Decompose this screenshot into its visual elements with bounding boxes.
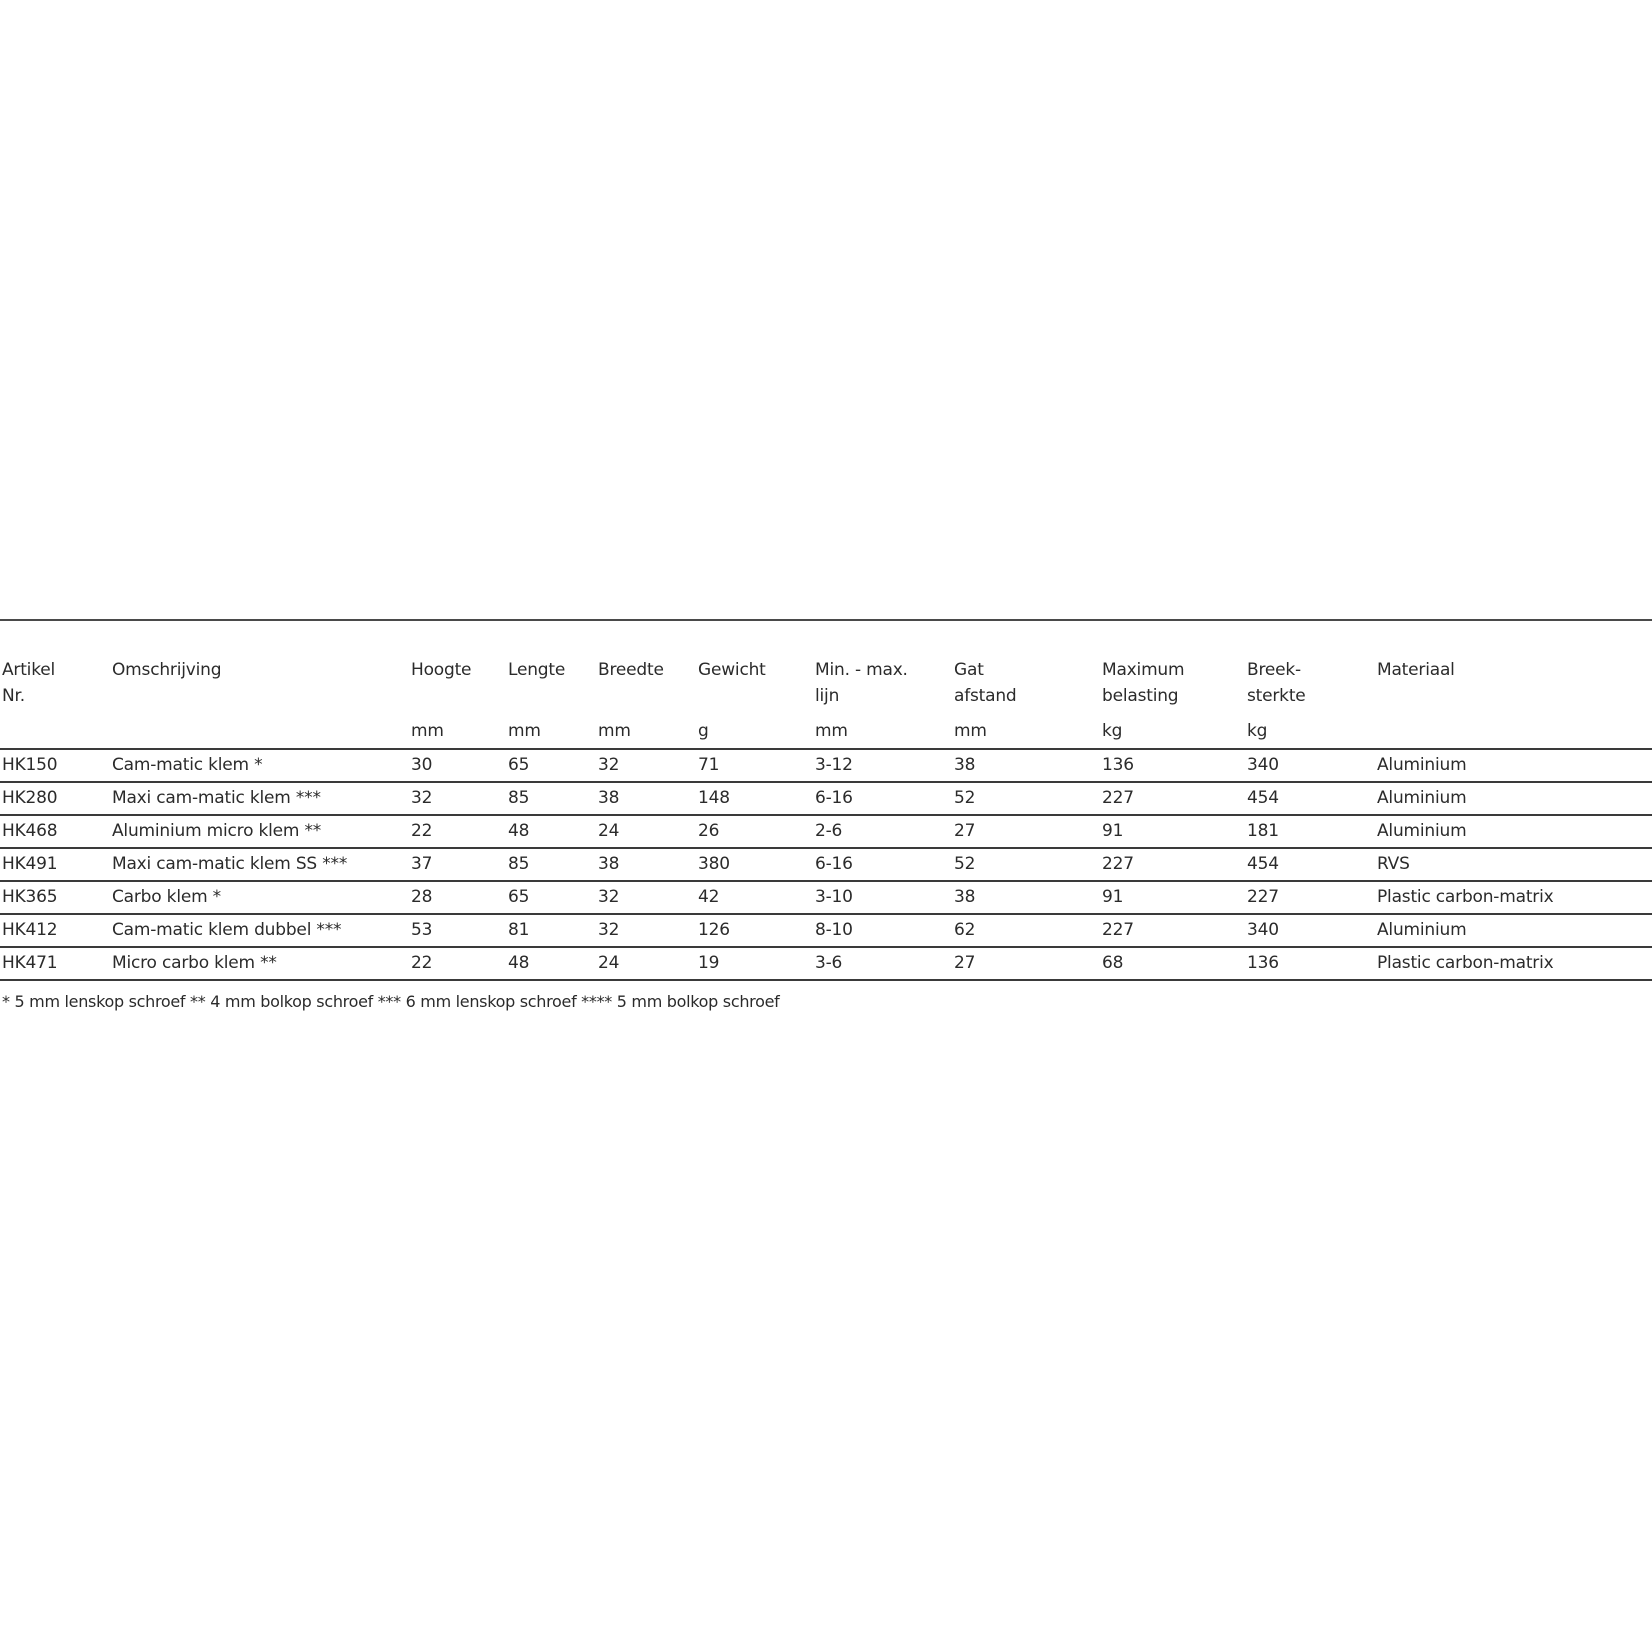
table-cell-lijn: 3-6: [813, 947, 952, 980]
table-cell-materiaal: Aluminium: [1375, 782, 1652, 815]
table-cell-lijn: 3-12: [813, 749, 952, 782]
table-cell-omschrijving: Cam-matic klem dubbel ***: [110, 914, 409, 947]
unit-cell: mm: [954, 721, 987, 741]
table-cell-lijn: 6-16: [813, 782, 952, 815]
column-header-artikel: [0, 621, 110, 709]
table-cell-gewicht: 126: [696, 914, 813, 947]
table-cell-gewicht: 26: [696, 815, 813, 848]
unit-cell: g: [698, 721, 709, 741]
table-cell-breedte: 32: [596, 881, 696, 914]
table-body: [0, 749, 1652, 980]
table-cell-lengte: 85: [506, 848, 596, 881]
spec-table-container: [0, 619, 1652, 981]
column-header-line1: Breedte: [598, 660, 664, 680]
unit-cell: [0, 709, 110, 749]
table-cell-hoogte: 22: [409, 815, 506, 848]
table-cell-belasting: 91: [1100, 815, 1245, 848]
column-header-lengte: [506, 621, 596, 709]
table-cell-hoogte: 32: [409, 782, 506, 815]
table-cell-gatafstand: 62: [952, 914, 1100, 947]
table-cell-breedte: 24: [596, 947, 696, 980]
column-header-line2: lijn: [815, 686, 840, 706]
column-header-line1: Gat: [954, 660, 984, 680]
table-cell-breeksterkte: 454: [1245, 782, 1375, 815]
table-cell-hoogte: 28: [409, 881, 506, 914]
table-cell-gatafstand: 52: [952, 782, 1100, 815]
unit-cell: mm: [815, 721, 848, 741]
table-cell-lengte: 81: [506, 914, 596, 947]
unit-cell: [1375, 709, 1652, 749]
column-header-breeksterkte: [1245, 621, 1375, 709]
table-cell-lengte: 85: [506, 782, 596, 815]
table-cell-omschrijving: Maxi cam-matic klem SS ***: [110, 848, 409, 881]
table-cell-artikel: HK491: [0, 848, 110, 881]
table-cell-belasting: 227: [1100, 848, 1245, 881]
table-cell-gatafstand: 52: [952, 848, 1100, 881]
table-cell-artikel: HK365: [0, 881, 110, 914]
table-cell-gatafstand: 27: [952, 947, 1100, 980]
table-cell-gatafstand: 38: [952, 881, 1100, 914]
table-cell-artikel: HK280: [0, 782, 110, 815]
table-cell-lengte: 65: [506, 881, 596, 914]
table-cell-belasting: 227: [1100, 914, 1245, 947]
spec-table: [0, 621, 1652, 981]
column-header-gewicht: [696, 621, 813, 709]
table-cell-lengte: 48: [506, 947, 596, 980]
table-cell-breeksterkte: 136: [1245, 947, 1375, 980]
table-cell-materiaal: RVS: [1375, 848, 1652, 881]
footnote: * 5 mm lenskop schroef ** 4 mm bolkop schroef *** 6 mm lenskop schroef **** 5 mm bolkop schroef: [2, 992, 780, 1011]
table-cell-gatafstand: 27: [952, 815, 1100, 848]
unit-cell: kg: [1247, 721, 1268, 741]
table-cell-belasting: 91: [1100, 881, 1245, 914]
table-cell-omschrijving: Carbo klem *: [110, 881, 409, 914]
column-header-breedte: [596, 621, 696, 709]
table-cell-lengte: 48: [506, 815, 596, 848]
table-cell-hoogte: 53: [409, 914, 506, 947]
column-header-line1: Min. - max.: [815, 660, 908, 680]
table-cell-lijn: 8-10: [813, 914, 952, 947]
column-header-line1: Omschrijving: [112, 660, 222, 680]
column-header-hoogte: [409, 621, 506, 709]
column-header-belasting: [1100, 621, 1245, 709]
column-header-line1: Artikel: [2, 660, 56, 680]
table-cell-breeksterkte: 340: [1245, 749, 1375, 782]
column-header-line1: Breek-: [1247, 660, 1301, 680]
table-cell-breedte: 24: [596, 815, 696, 848]
table-cell-materiaal: Aluminium: [1375, 914, 1652, 947]
table-cell-artikel: HK471: [0, 947, 110, 980]
table-cell-hoogte: 30: [409, 749, 506, 782]
column-header-line2: belasting: [1102, 686, 1179, 706]
table-cell-materiaal: Aluminium: [1375, 749, 1652, 782]
table-cell-lengte: 65: [506, 749, 596, 782]
table-row: [0, 881, 1652, 914]
table-cell-artikel: HK412: [0, 914, 110, 947]
table-cell-lijn: 3-10: [813, 881, 952, 914]
table-cell-materiaal: Aluminium: [1375, 815, 1652, 848]
table-cell-gatafstand: 38: [952, 749, 1100, 782]
table-cell-belasting: 227: [1100, 782, 1245, 815]
table-row: [0, 848, 1652, 881]
table-cell-materiaal: Plastic carbon-matrix: [1375, 881, 1652, 914]
table-cell-belasting: 68: [1100, 947, 1245, 980]
unit-cell: kg: [1102, 721, 1123, 741]
table-cell-lijn: 6-16: [813, 848, 952, 881]
column-header-line1: Lengte: [508, 660, 566, 680]
table-cell-omschrijving: Cam-matic klem *: [110, 749, 409, 782]
table-cell-breedte: 32: [596, 914, 696, 947]
table-cell-omschrijving: Maxi cam-matic klem ***: [110, 782, 409, 815]
unit-cell: mm: [598, 721, 631, 741]
table-cell-gewicht: 71: [696, 749, 813, 782]
unit-cell: [110, 709, 409, 749]
table-cell-artikel: HK150: [0, 749, 110, 782]
column-header-line1: Gewicht: [698, 660, 766, 680]
column-header-line2: Nr.: [2, 686, 25, 706]
table-cell-breeksterkte: 454: [1245, 848, 1375, 881]
table-cell-omschrijving: Micro carbo klem **: [110, 947, 409, 980]
column-header-line1: Maximum: [1102, 660, 1185, 680]
table-cell-gewicht: 148: [696, 782, 813, 815]
column-header-line1: Materiaal: [1377, 660, 1455, 680]
column-header-line1: Hoogte: [411, 660, 472, 680]
unit-cell: mm: [411, 721, 444, 741]
column-header-line2: afstand: [954, 686, 1017, 706]
header-row: [0, 621, 1652, 709]
table-cell-hoogte: 37: [409, 848, 506, 881]
table-row: [0, 947, 1652, 980]
table-row: [0, 749, 1652, 782]
column-header-line2: sterkte: [1247, 686, 1306, 706]
table-cell-breeksterkte: 227: [1245, 881, 1375, 914]
unit-row: [0, 709, 1652, 749]
table-cell-breedte: 38: [596, 848, 696, 881]
table-cell-breeksterkte: 340: [1245, 914, 1375, 947]
table-cell-breeksterkte: 181: [1245, 815, 1375, 848]
table-row: [0, 815, 1652, 848]
table-cell-artikel: HK468: [0, 815, 110, 848]
table-cell-breedte: 38: [596, 782, 696, 815]
table-cell-gewicht: 19: [696, 947, 813, 980]
table-row: [0, 782, 1652, 815]
column-header-gatafstand: [952, 621, 1100, 709]
table-cell-lijn: 2-6: [813, 815, 952, 848]
table-row: [0, 914, 1652, 947]
unit-cell: mm: [508, 721, 541, 741]
column-header-omschrijving: [110, 621, 409, 709]
table-cell-materiaal: Plastic carbon-matrix: [1375, 947, 1652, 980]
table-cell-breedte: 32: [596, 749, 696, 782]
table-cell-hoogte: 22: [409, 947, 506, 980]
table-cell-gewicht: 42: [696, 881, 813, 914]
table-cell-gewicht: 380: [696, 848, 813, 881]
table-cell-omschrijving: Aluminium micro klem **: [110, 815, 409, 848]
column-header-materiaal: [1375, 621, 1652, 709]
table-cell-belasting: 136: [1100, 749, 1245, 782]
column-header-lijn: [813, 621, 952, 709]
